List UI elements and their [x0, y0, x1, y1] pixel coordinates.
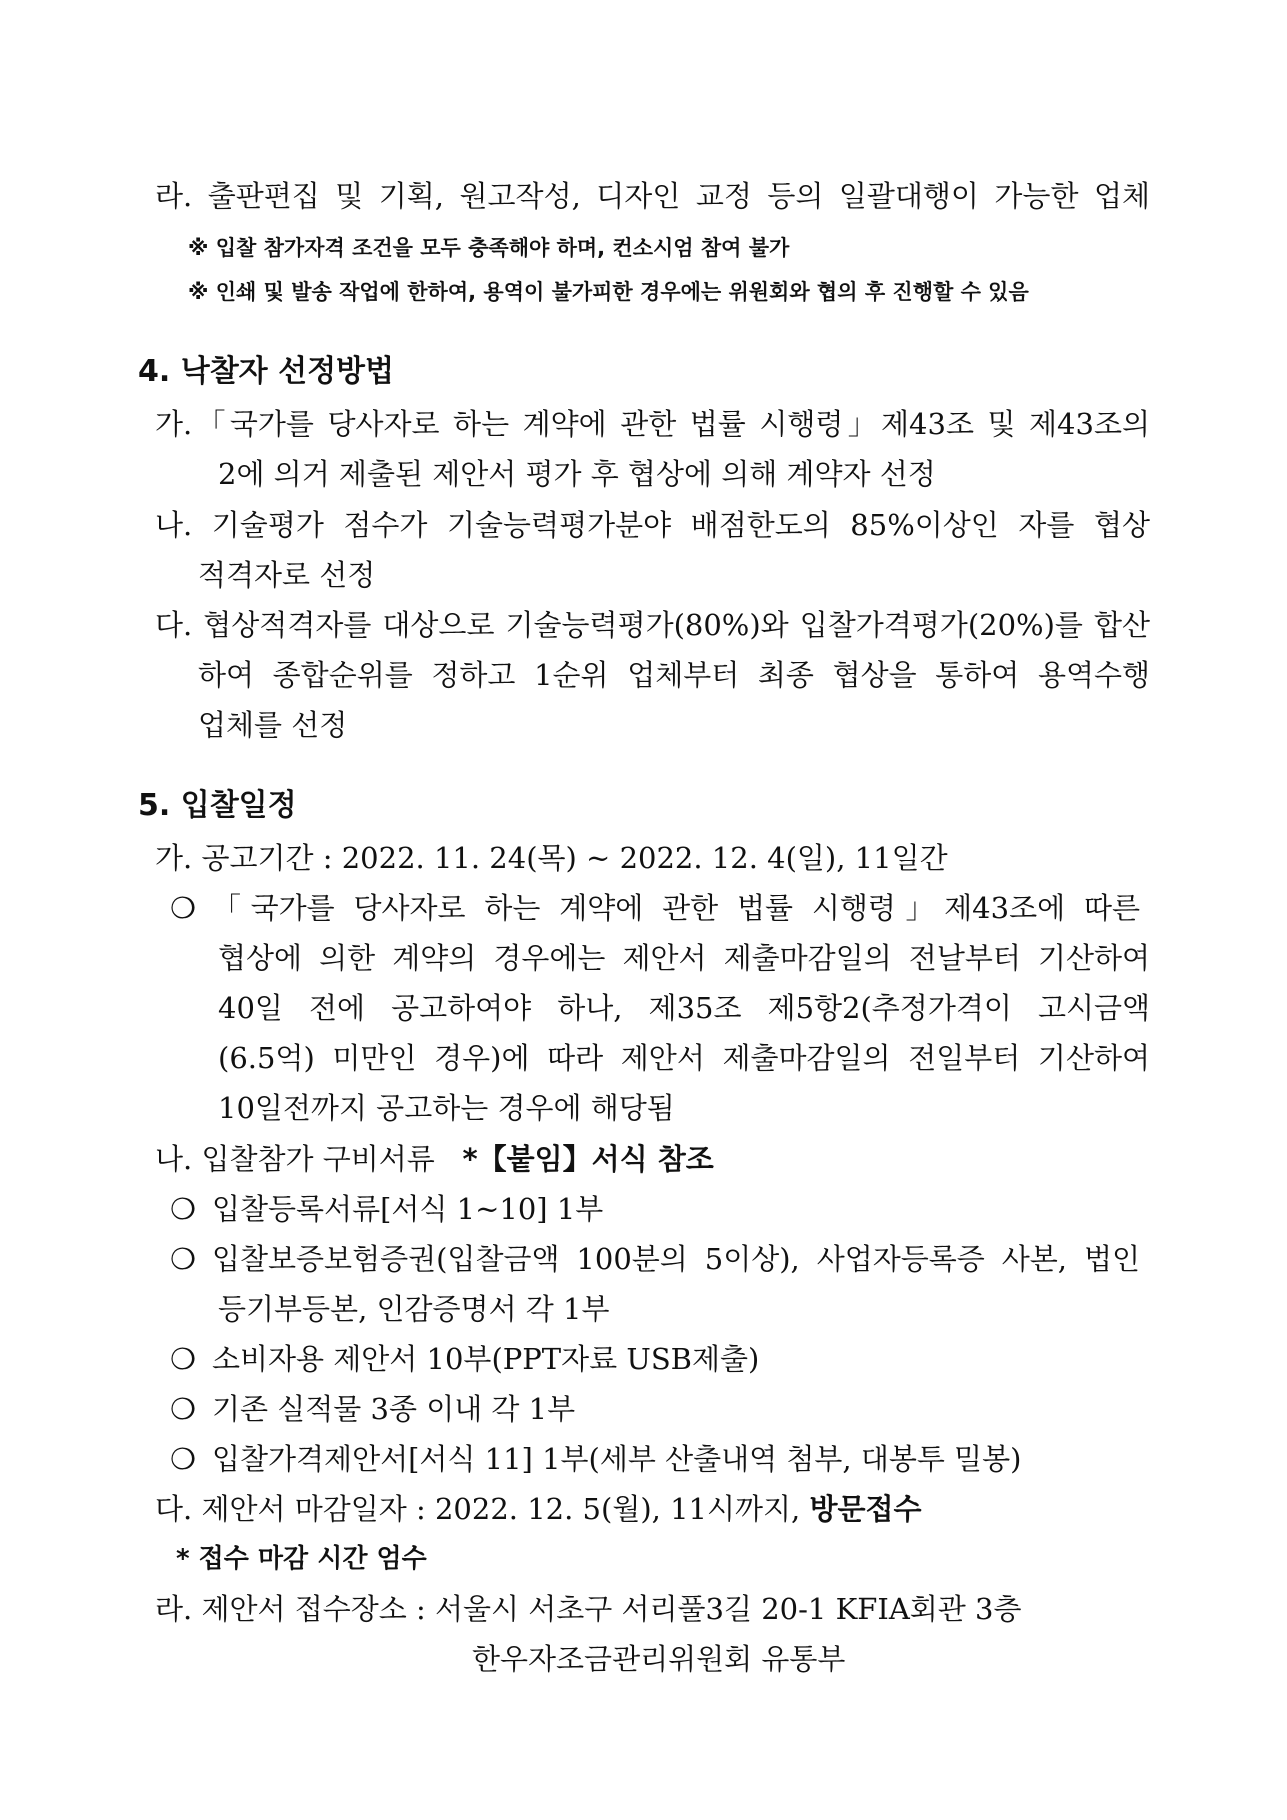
bullet-legal-basis-l5: 10일전까지 공고하는 경우에 해당됨: [218, 1091, 675, 1125]
item-ra-qualification: 라. 출판편집 및 기획, 원고작성, 디자인 교정 등의 일괄대행이 가능한 업체: [155, 179, 1150, 213]
bullet-registration-docs: ❍ 입찰등록서류[서식 1~10] 1부: [170, 1189, 603, 1229]
item-ga-basis: 가.「국가를 당사자로 하는 계약에 관한 법률 시행령」제43조 및 제43조의: [155, 407, 1150, 441]
circle-bullet-icon: ❍: [170, 1342, 196, 1376]
bullet-legal-basis-l4: (6.5억) 미만인 경우)에 따라 제안서 제출마감일의 전일부터 기산하여: [218, 1041, 1150, 1075]
item-ga-notice-period: 가. 공고기간 : 2022. 11. 24(목) ~ 2022. 12. 4(일), 11일간: [155, 841, 948, 875]
circle-bullet-icon: ❍: [170, 1242, 196, 1276]
item-na-documents: 나. 입찰참가 구비서류 *【붙임】서식 참조: [155, 1142, 714, 1176]
item-ra-location: 라. 제안서 접수장소 : 서울시 서초구 서리풀3길 20-1 KFIA회관 3층: [155, 1592, 1022, 1626]
item-da-ranking-end: 업체를 선정: [198, 708, 348, 742]
item-da-ranking: 다. 협상적격자를 대상으로 기술능력평가(80%)와 입찰가격평가(20%)를 합산: [155, 608, 1150, 642]
circle-bullet-icon: ❍: [170, 1442, 196, 1476]
section-5-heading: 5. 입찰일정: [138, 788, 297, 823]
circle-bullet-icon: ❍: [170, 1392, 196, 1426]
bullet-legal-basis-l2: 협상에 의한 계약의 경우에는 제안서 제출마감일의 전날부터 기산하여: [218, 941, 1150, 975]
deadline-note: * 접수 마감 시간 엄수: [176, 1544, 427, 1574]
item-na-tech-score: 나. 기술평가 점수가 기술능력평가분야 배점한도의 85%이상인 자를 협상: [155, 508, 1150, 542]
item-da-ranking-cont: 하여 종합순위를 정하고 1순위 업체부터 최종 협상을 통하여 용역수행: [198, 658, 1150, 692]
visit-submission: 방문접수: [809, 1492, 922, 1526]
note-subcontract: ※ 인쇄 및 발송 작업에 한하여, 용역이 불가피한 경우에는 위원회와 협의 후 진행할 수 있음: [188, 280, 1029, 304]
circle-bullet-icon: ❍: [170, 1192, 196, 1226]
attachment-reference: *【붙임】서식 참조: [462, 1142, 714, 1176]
item-ga-basis-cont: 2에 의거 제출된 제안서 평가 후 협상에 의해 계약자 선정: [218, 457, 936, 491]
bullet-price-proposal: ❍ 입찰가격제안서[서식 11] 1부(세부 산출내역 첨부, 대봉투 밀봉): [170, 1439, 1021, 1479]
bullet-past-works: ❍ 기존 실적물 3종 이내 각 1부: [170, 1389, 575, 1429]
bullet-legal-basis: ❍ 「국가를 당사자로 하는 계약에 관한 법률 시행령」제43조에 따른: [170, 888, 1150, 928]
item-ra-location-cont: 한우자조금관리위원회 유통부: [472, 1642, 846, 1676]
note-qualification: ※ 입찰 참가자격 조건을 모두 충족해야 하며, 컨소시엄 참여 불가: [188, 236, 790, 260]
bullet-bond-docs: ❍ 입찰보증보험증권(입찰금액 100분의 5이상), 사업자등록증 사본, 법인: [170, 1239, 1150, 1279]
circle-bullet-icon: ❍: [170, 891, 196, 925]
item-na-tech-score-cont: 적격자로 선정: [198, 558, 376, 592]
bullet-proposal-copies: ❍ 소비자용 제안서 10부(PPT자료 USB제출): [170, 1339, 759, 1379]
bullet-legal-basis-l3: 40일 전에 공고하여야 하나, 제35조 제5항2(추정가격이 고시금액: [218, 991, 1150, 1025]
item-da-deadline: 다. 제안서 마감일자 : 2022. 12. 5(월), 11시까지, 방문접수: [155, 1492, 922, 1526]
bullet-bond-docs-cont: 등기부등본, 인감증명서 각 1부: [218, 1292, 610, 1326]
section-4-heading: 4. 낙찰자 선정방법: [138, 354, 395, 389]
